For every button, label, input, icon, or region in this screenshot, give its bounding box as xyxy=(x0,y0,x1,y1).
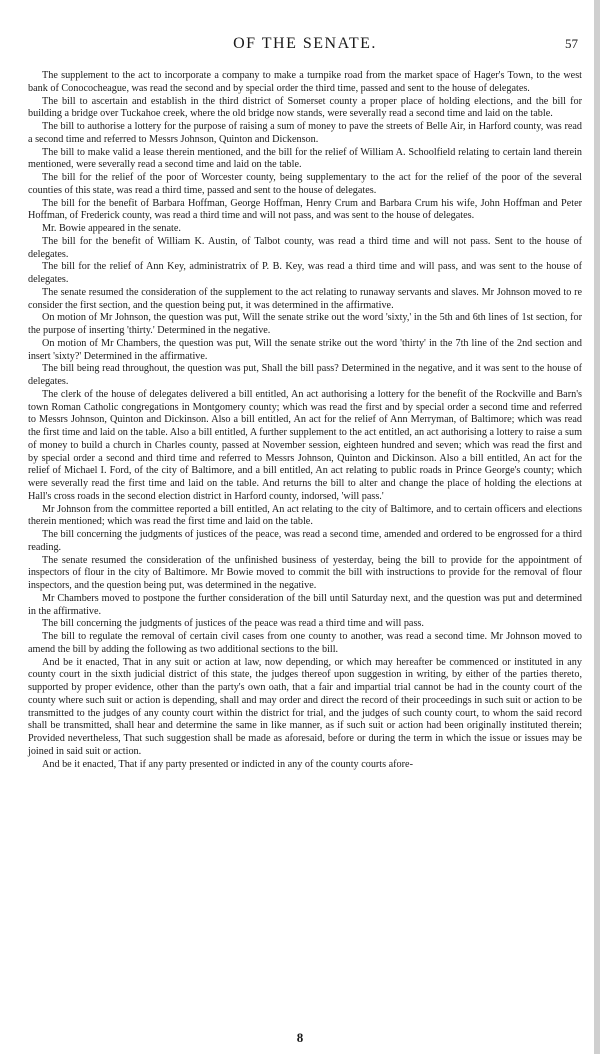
paragraph: The senate resumed the consideration of the unfinished business of yesterday, being the bill to provide for the appointment of inspectors of flour in the city of Baltimore. Mr Bowie moved to commit the bill with instructions to provide for the removal of flour inspectors, and the question being put, was determined in the negative. xyxy=(28,554,582,591)
paragraph: The clerk of the house of delegates delivered a bill entitled, An act authorising a lottery for the benefit of the Rockville and Barn's town Roman Catholic congregations in Montgomery county; which was read the first and by special order a second time and referred to Messrs Johnson, Quinton and Dickinson. Also a bill entitled, An act for the relief of Ann Merryman, of Baltimore; which was read the first time and laid on the table. Also a bill entitled, A further supplement to the act entitled, an act authorising a lottery to raise a sum of money to build a church in Charles county, passed at November session, eighteen hundred and seven; which was read the first and by special order a second and third time and referred to Messrs Johnson, Quinton and Dickinson. Also a bill entitled, An act for the relief of Michael I. Ford, of the city of Baltimore, and a bill entitled, An act relating to public roads in Prince George's county; which were severally read the first time and laid on the table. And returns the bill to alter and change the place of holding the elections at Hall's cross roads in the second election district in Harford county, indorsed, 'will pass.' xyxy=(28,388,582,502)
paragraph: The bill concerning the judgments of justices of the peace was read a third time and will pass. xyxy=(42,618,424,630)
paragraph: The bill concerning the judgments of justices of the peace, was read a second time, amended and ordered to be engrossed for a third reading. xyxy=(28,529,582,553)
paragraph: The bill for the benefit of William K. Austin, of Talbot county, was read a third time and will not pass. Sent to the house of delegates. xyxy=(28,235,582,260)
signature-mark: 8 xyxy=(296,1030,304,1045)
paragraph: Mr. Bowie appeared in the senate. xyxy=(42,223,181,234)
paragraph: And be it enacted, That in any suit or action at law, now depending, or which may hereafter be commenced or instituted in any county court in the sixth judicial district of this state, the judges thereof upon suggestion in writing, by either of the parties thereto, supported by proper evidence, other than the party's own oath, that a fair and impartial trial cannot be had in the county court of the county where such suit or action is depending, shall and may order and direct the record of their proceedings in such suit or action to be transmitted to the judges of any county court within the district for trial, and the judges of such county court, to whom the said record shall be transmitted, shall hear and determine the same in like manner, as if such suit or action had been originally instituted therein; Provided nevertheless, That such suggestion shall be made as aforesaid, before or during the term in which the issue or issues may be joined in said suit or action. xyxy=(28,656,582,757)
paragraph: Mr Chambers moved to postpone the further consideration of the bill until Saturday next, and the question was put and determined in the affirmative. xyxy=(28,592,582,617)
page-header xyxy=(28,0,582,58)
paragraph: The bill to make valid a lease therein mentioned, and the bill for the relief of William A. Schoolfield relating to certain land therein mentioned, were severally read a second time and laid on the table. xyxy=(28,146,582,171)
paragraph: The bill for the relief of Ann Key, administratrix of P. B. Key, was read a third time and will pass, and was sent to the house of delegates. xyxy=(28,261,582,285)
paragraph: And be it enacted, That if any party presented or indicted in any of the county courts afore- xyxy=(42,758,413,770)
paragraph: The bill being read throughout, the question was put, Shall the bill pass? Determined in the negative, and it was sent to the house of delegates. xyxy=(28,363,582,387)
paragraph: The bill to ascertain and establish in the third district of Somerset county a proper place of holding elections, and the bill for building a bridge over Tuckahoe creek, where the old bridge now stands, were severally read a second time and laid on the table. xyxy=(28,95,582,120)
paragraph: The bill to authorise a lottery for the purpose of raising a sum of money to pave the streets of Belle Air, in Harford county, was read a second time and referred to Messrs Johnson, Quinton and Dickenson. xyxy=(28,121,582,145)
paragraph: The bill for the relief of the poor of Worcester county, being supplementary to the act for the relief of the poor of the several counties of this state, was read a third time, passed and sent to the house of delegates. xyxy=(28,172,582,196)
document-body xyxy=(28,70,582,771)
page-number: 57 xyxy=(565,36,578,51)
paragraph: The bill for the benefit of Barbara Hoffman, George Hoffman, Henry Crum and Barbara Crum his wife, John Hoffman and Peter Hoffman, of Frederick county, was read a third time and will not pass, and was sent to the house of delegates. xyxy=(28,197,582,222)
page-title: OF THE SENATE. xyxy=(233,35,377,52)
paragraph: Mr Johnson from the committee reported a bill entitled, An act relating to the city of Baltimore, and to certain officers and elections therein mentioned; which was read the first time and laid on the table. xyxy=(28,503,582,528)
paragraph: On motion of Mr Chambers, the question was put, Will the senate strike out the word 'thirty' in the 7th line of the 2nd section and insert 'sixty?' Determined in the affirmative. xyxy=(28,337,582,362)
paragraph: The senate resumed the consideration of the supplement to the act relating to runaway servants and slaves. Mr Johnson moved to re consider the first section, and the question being put, it was determined in the affirmative. xyxy=(28,286,582,311)
paragraph: The bill to regulate the removal of certain civil cases from one county to another, was read a second time. Mr Johnson moved to amend the bill by adding the following as two additional sections to the bill. xyxy=(28,631,582,655)
paragraph: On motion of Mr Johnson, the question was put, Will the senate strike out the word 'sixty,' in the 5th and 6th lines of 1st section, for the purpose of inserting 'thirty.' Determined in the negative. xyxy=(28,312,582,336)
paragraph: The supplement to the act to incorporate a company to make a turnpike road from the market space of Hager's Town, to the west bank of Conococheague, was read the second and by special order the third time, passed and sent to the house of delegates. xyxy=(28,70,582,94)
page-edge-shadow xyxy=(594,0,600,1054)
